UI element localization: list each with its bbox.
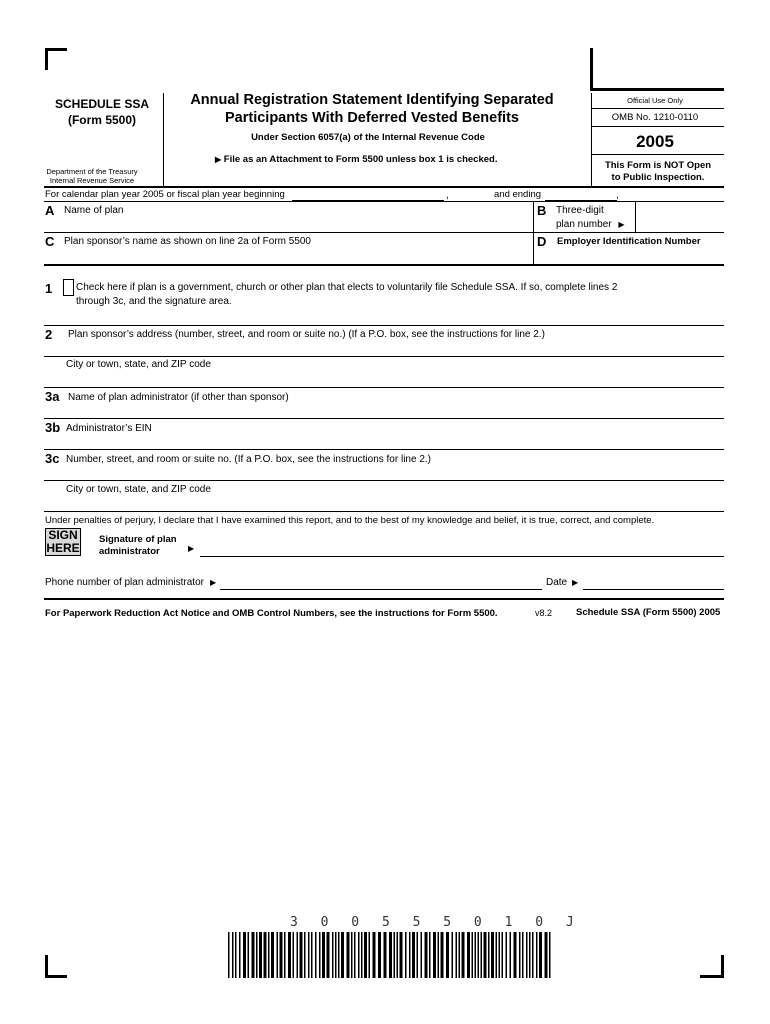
line-3c-text: Number, street, and room or suite no. (If a P.O. box, see the instructions for line 2.): [66, 454, 431, 465]
signature-label1: Signature of plan: [99, 534, 177, 545]
ein-field[interactable]: [534, 248, 724, 263]
sign-here-badge: [45, 528, 81, 556]
line-3c-number: 3c: [45, 451, 60, 466]
form-number: (Form 5500): [67, 113, 137, 127]
tax-year: 2005: [636, 132, 674, 151]
not-open-line2: to Public Inspection.: [611, 172, 705, 183]
dept-irs: Internal Revenue Service: [49, 176, 135, 185]
plan-number-field[interactable]: [636, 202, 724, 232]
arrow-icon: ▶: [618, 220, 625, 229]
under-section: Under Section 6057(a) of the Internal Revenue Code: [251, 132, 485, 143]
signature-field[interactable]: [200, 556, 724, 557]
line-1-number: 1: [45, 281, 53, 296]
form-title-line1: Annual Registration Statement Identifying Separated: [190, 92, 554, 108]
line-3c-city-label: City or town, state, and ZIP code: [66, 484, 211, 495]
arrow-icon: ▶: [210, 578, 217, 587]
line-2-text: Plan sponsor’s address (number, street, and room or suite no.) (If a P.O. box, see the instructions for line 2.): [68, 329, 545, 340]
schedule-name: SCHEDULE SSA: [54, 97, 149, 111]
file-note: [215, 154, 497, 166]
form-title-line2: Participants With Deferred Vested Benefits: [225, 110, 519, 126]
box-1-checkbox[interactable]: [63, 279, 74, 296]
file-note-text: File as an Attachment to Form 5500 unless box 1 is checked.: [223, 154, 498, 165]
here-text: HERE: [46, 541, 80, 555]
not-open-line1: This Form is NOT Open: [604, 160, 712, 171]
plan-name-label: Name of plan: [64, 205, 124, 216]
administrator-name-field[interactable]: [44, 404, 724, 418]
plan-number-label1: Three-digit: [556, 205, 604, 216]
arrow-icon: ▶: [188, 544, 195, 553]
sponsor-name-label: Plan sponsor’s name as shown on line 2a of Form 5500: [64, 236, 311, 247]
line-2-number: 2: [45, 327, 53, 342]
date-field[interactable]: [583, 589, 724, 590]
comma-2: ,: [616, 190, 619, 201]
ein-label: Employer Identification Number: [557, 236, 701, 247]
field-d-letter: D: [537, 234, 547, 249]
date-label: Date: [546, 577, 568, 588]
line-1-text2: through 3c, and the signature area.: [76, 296, 232, 307]
arrow-icon: ▶: [215, 155, 222, 164]
phone-label: Phone number of plan administrator: [45, 577, 204, 588]
field-b-letter: B: [537, 203, 547, 218]
line-1-text1: Check here if plan is a government, church or other plan that elects to voluntarily file Schedule SSA. If so, complete lines 2: [76, 282, 618, 293]
field-c-letter: C: [45, 234, 55, 249]
sponsor-address-field[interactable]: [44, 341, 724, 355]
phone-field[interactable]: [220, 589, 542, 590]
plan-number-label2-text: plan number: [556, 219, 612, 230]
field-a-letter: A: [45, 203, 55, 218]
sponsor-city-field[interactable]: [44, 372, 724, 386]
omb-number: OMB No. 1210-0110: [611, 112, 699, 123]
administrator-city-field[interactable]: [44, 497, 724, 511]
header-divider-right: [591, 93, 592, 186]
line-3a-text: Name of plan administrator (if other than sponsor): [68, 392, 289, 403]
comma-1: ,: [446, 190, 449, 201]
penalties-statement: Under penalties of perjury, I declare that I have examined this report, and to the best of my knowledge and belief, it is true, correct, and complete.: [45, 515, 655, 526]
administrator-address-field[interactable]: [44, 466, 724, 480]
version-label: v8.2: [535, 608, 553, 618]
dept-treasury: Department of the Treasury: [46, 167, 138, 176]
administrator-ein-field[interactable]: [44, 435, 724, 449]
line-3a-number: 3a: [45, 389, 60, 404]
barcode-digits: 3 0 0 5 5 5 0 1 0 J: [290, 915, 582, 930]
line-3b-number: 3b: [45, 420, 61, 435]
arrow-icon: ▶: [572, 578, 579, 587]
form-id-footer: Schedule SSA (Form 5500) 2005: [576, 607, 721, 618]
plan-name-field[interactable]: [44, 217, 532, 231]
sponsor-name-field[interactable]: [44, 248, 532, 263]
paperwork-notice: For Paperwork Reduction Act Notice and OMB Control Numbers, see the instructions for Form 5500.: [45, 608, 498, 619]
plan-number-label2: [556, 219, 625, 231]
barcode-image: [228, 932, 553, 978]
calendar-year-text: For calendar plan year 2005 or fiscal plan year beginning: [45, 189, 285, 200]
sign-text: SIGN: [48, 528, 78, 542]
line-3b-text: Administrator’s EIN: [66, 423, 152, 434]
signature-label2: administrator: [99, 546, 160, 557]
and-ending: and ending: [494, 189, 542, 200]
official-use: Official Use Only: [627, 96, 683, 105]
line-2-city-label: City or town, state, and ZIP code: [66, 359, 211, 370]
header-divider-left: [163, 93, 164, 186]
